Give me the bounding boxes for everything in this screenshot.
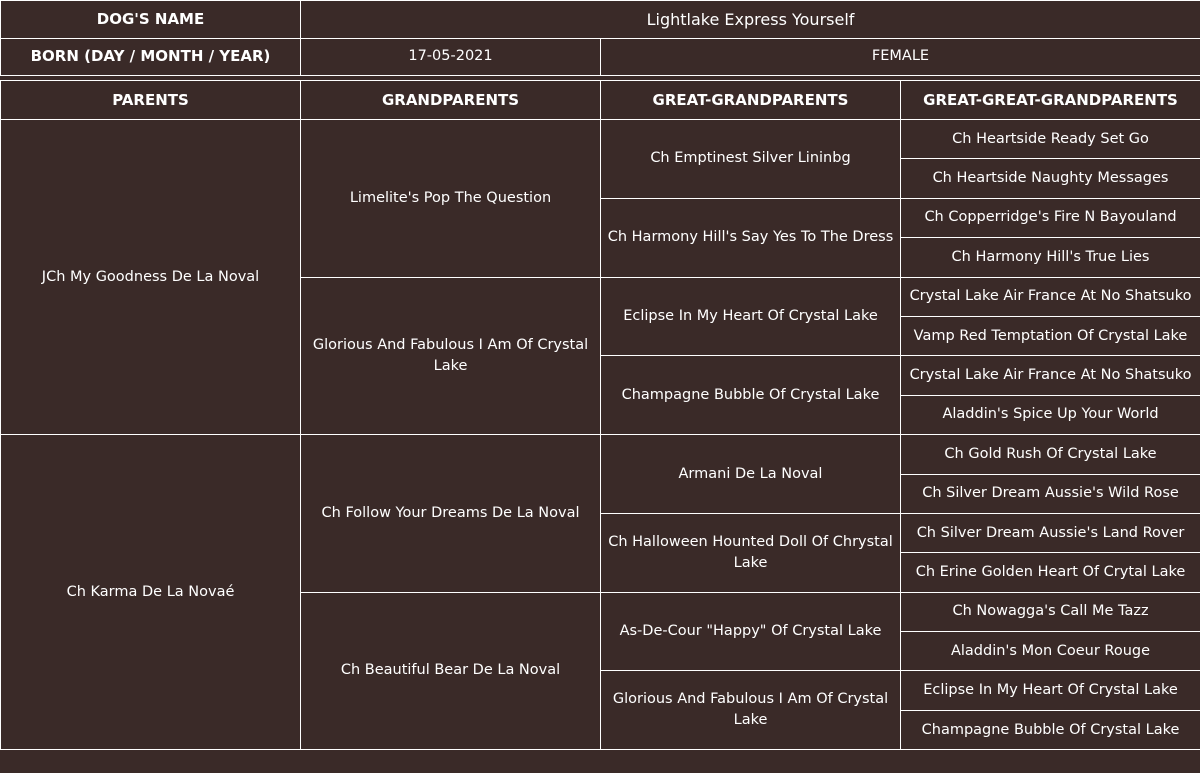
great-great-grandparent-11: Ch Silver Dream Aussie's Land Rover xyxy=(901,513,1200,552)
great-grandparent-6: Ch Halloween Hounted Doll Of Chrystal Lake xyxy=(601,513,901,592)
grandparent-2: Glorious And Fabulous I Am Of Crystal Lake xyxy=(301,277,601,435)
parent-sire: JCh My Goodness De La Noval xyxy=(1,120,301,435)
great-great-grandparent-4: Ch Harmony Hill's True Lies xyxy=(901,238,1200,277)
great-great-grandparent-6: Vamp Red Temptation Of Crystal Lake xyxy=(901,316,1200,355)
col-header-great-grandparents: GREAT-GRANDPARENTS xyxy=(601,81,901,120)
great-grandparent-5: Armani De La Noval xyxy=(601,435,901,514)
great-grandparent-4: Champagne Bubble Of Crystal Lake xyxy=(601,356,901,435)
great-great-grandparent-9: Ch Gold Rush Of Crystal Lake xyxy=(901,435,1200,474)
great-great-grandparent-13: Ch Nowagga's Call Me Tazz xyxy=(901,592,1200,631)
great-great-grandparent-8: Aladdin's Spice Up Your World xyxy=(901,395,1200,434)
generation-header-row xyxy=(1,81,1200,120)
great-great-grandparent-10: Ch Silver Dream Aussie's Wild Rose xyxy=(901,474,1200,513)
parent-dam: Ch Karma De La Novaé xyxy=(1,435,301,750)
great-great-grandparent-5: Crystal Lake Air France At No Shatsuko xyxy=(901,277,1200,316)
col-header-parents: PARENTS xyxy=(1,81,301,120)
great-great-grandparent-12: Ch Erine Golden Heart Of Crytal Lake xyxy=(901,553,1200,592)
great-great-grandparent-3: Ch Copperridge's Fire N Bayouland xyxy=(901,198,1200,237)
born-value: 17-05-2021 xyxy=(301,38,601,76)
dog-name-value: Lightlake Express Yourself xyxy=(301,1,1200,39)
great-grandparent-2: Ch Harmony Hill's Say Yes To The Dress xyxy=(601,198,901,277)
great-grandparent-1: Ch Emptinest Silver Lininbg xyxy=(601,120,901,199)
grandparent-3: Ch Follow Your Dreams De La Noval xyxy=(301,435,601,593)
dog-name-label: DOG'S NAME xyxy=(1,1,301,39)
col-header-grandparents: GRANDPARENTS xyxy=(301,81,601,120)
sex-value: FEMALE xyxy=(601,38,1200,76)
great-great-grandparent-15: Eclipse In My Heart Of Crystal Lake xyxy=(901,671,1200,710)
great-grandparent-8: Glorious And Fabulous I Am Of Crystal Lake xyxy=(601,671,901,750)
grandparent-1: Limelite's Pop The Question xyxy=(301,120,601,278)
col-header-great-great-grandparents: GREAT-GREAT-GRANDPARENTS xyxy=(901,81,1200,120)
great-great-grandparent-7: Crystal Lake Air France At No Shatsuko xyxy=(901,356,1200,395)
dog-name-row xyxy=(1,1,1200,39)
great-great-grandparent-16: Champagne Bubble Of Crystal Lake xyxy=(901,710,1200,749)
born-label: BORN (DAY / MONTH / YEAR) xyxy=(1,38,301,76)
great-great-grandparent-14: Aladdin's Mon Coeur Rouge xyxy=(901,632,1200,671)
great-great-grandparent-1: Ch Heartside Ready Set Go xyxy=(901,120,1200,159)
great-grandparent-7: As-De-Cour "Happy" Of Crystal Lake xyxy=(601,592,901,671)
great-great-grandparent-2: Ch Heartside Naughty Messages xyxy=(901,159,1200,198)
great-grandparent-3: Eclipse In My Heart Of Crystal Lake xyxy=(601,277,901,356)
grandparent-4: Ch Beautiful Bear De La Noval xyxy=(301,592,601,750)
born-row xyxy=(1,38,1200,76)
